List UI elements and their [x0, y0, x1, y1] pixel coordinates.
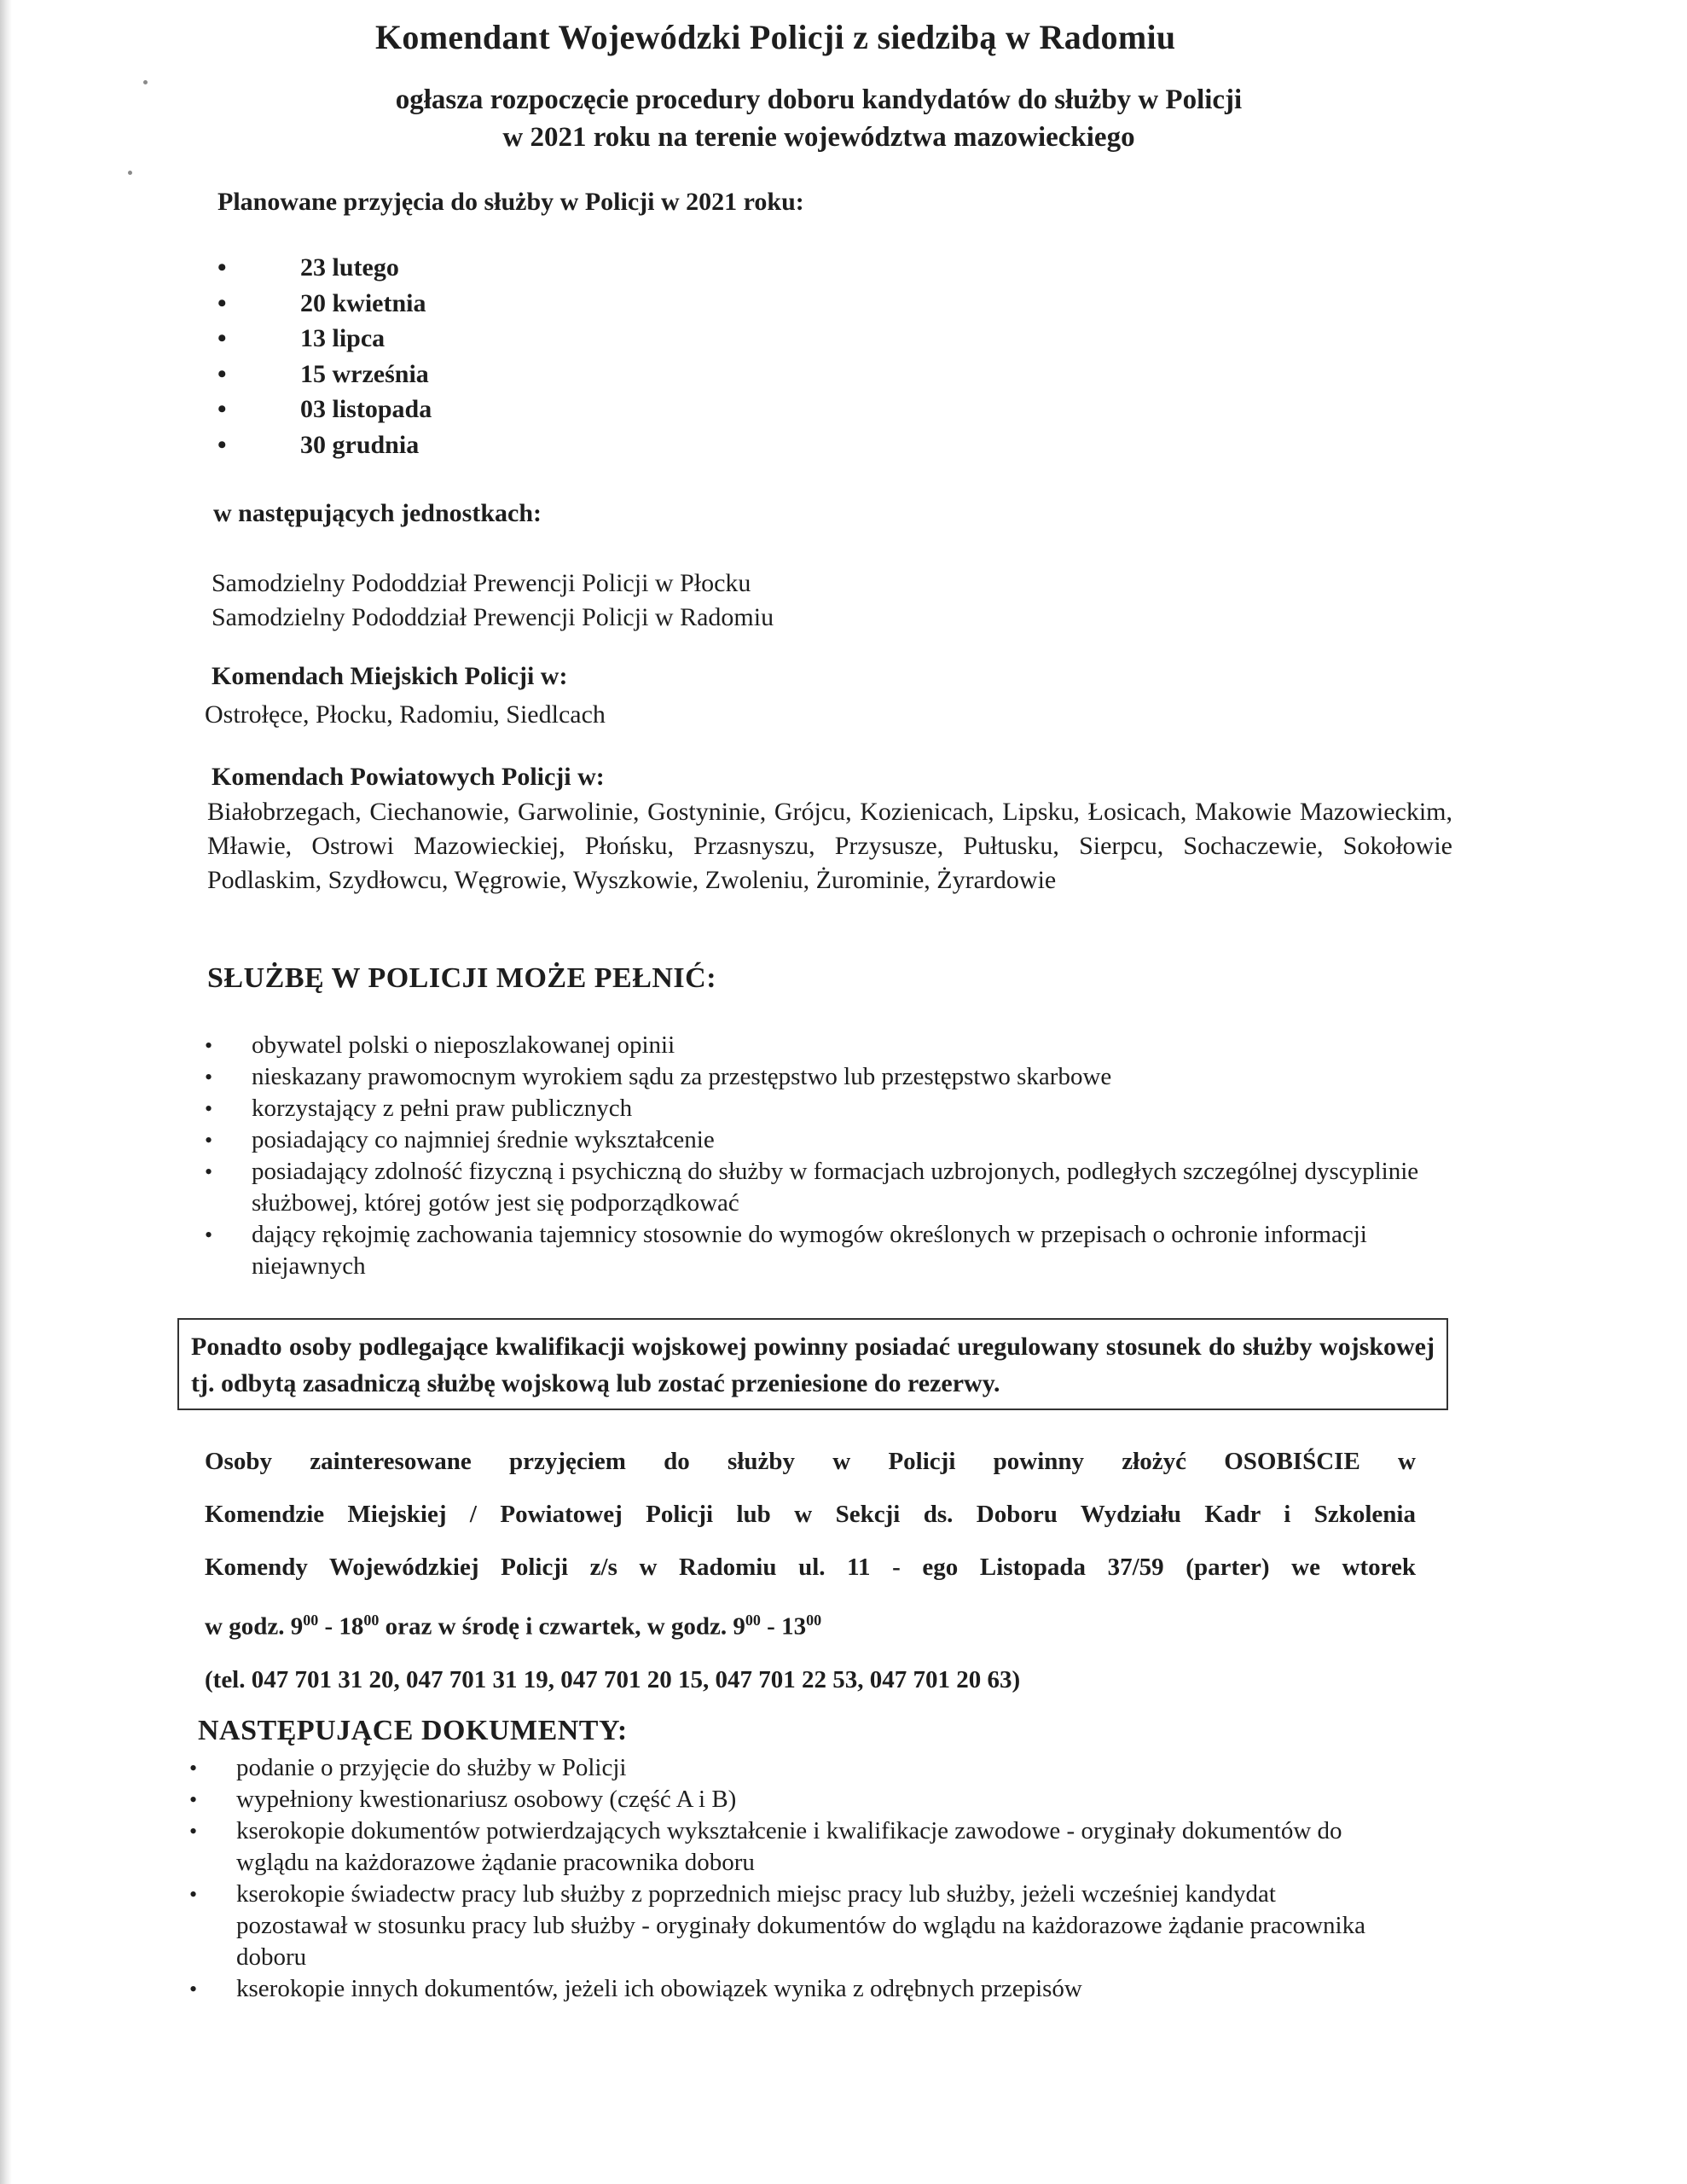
- document-item: • wypełniony kwestionariusz osobowy (część A i B): [189, 1784, 1383, 1815]
- requirement-item: • korzystający z pełni praw publicznych: [205, 1093, 1424, 1124]
- units-heading: w następujących jednostkach:: [213, 499, 542, 527]
- requirement-item: • nieskazany prawomocnym wyrokiem sądu za przestępstwo lub przestępstwo skarbowe: [205, 1061, 1424, 1093]
- dates-list: [217, 250, 432, 462]
- documents-list: [189, 1752, 1383, 2005]
- document-item: • kserokopie dokumentów potwierdzających wykształcenie i kwalifikacje zawodowe - oryginały dokumentów do wglądu na każdorazowe żądanie pracownika doboru: [189, 1815, 1383, 1879]
- date-item: • 23 lutego: [217, 250, 432, 286]
- military-note-box: Ponadto osoby podlegające kwalifikacji wojskowej powinny posiadać uregulowany stosunek do służby wojskowej tj. odbytą zasadniczą służbę wojskową lub zostać przeniesione do rezerwy.: [177, 1318, 1448, 1410]
- units-list: [212, 566, 774, 635]
- planned-heading: Planowane przyjęcia do służby w Policji w 2021 roku:: [217, 188, 804, 216]
- county-heading: Komendach Powiatowych Policji w:: [212, 763, 605, 791]
- contact-hours: [205, 1594, 1416, 1653]
- document-item: • kserokopie świadectw pracy lub służby z poprzednich miejsc pracy lub służby, jeżeli wcześniej kandydat pozostawał w stosunku pracy lub służby - oryginały dokumentów do wglądu na każdorazowe żądanie pracownika doboru: [189, 1879, 1383, 1973]
- unit-item: Samodzielny Pododdział Prewencji Policji w Radomiu: [212, 603, 774, 631]
- subtitle-line: ogłasza rozpoczęcie procedury doboru kandydatów do służby w Policji: [395, 84, 1243, 115]
- requirements-list: [205, 1030, 1424, 1282]
- city-heading: Komendach Miejskich Policji w:: [212, 662, 568, 690]
- scan-edge: [0, 0, 12, 2184]
- hours-sup: 00: [363, 1612, 380, 1629]
- documents-heading: NASTĘPUJĄCE DOKUMENTY:: [198, 1715, 628, 1746]
- city-list: Ostrołęce, Płocku, Radomiu, Siedlcach: [205, 700, 606, 729]
- requirement-item: • dający rękojmię zachowania tajemnicy stosownie do wymogów określonych w przepisach o ochronie informacji niejawnych: [205, 1219, 1424, 1282]
- requirements-heading: SŁUŻBĘ W POLICJI MOŻE PEŁNIĆ:: [207, 962, 717, 994]
- requirement-item: • posiadający co najmniej średnie wykształcenie: [205, 1124, 1424, 1156]
- hours-text: - 18: [318, 1612, 364, 1641]
- date-item: • 20 kwietnia: [217, 286, 432, 322]
- date-item: • 13 lipca: [217, 321, 432, 357]
- hours-sup: 00: [303, 1612, 319, 1629]
- hours-text: - 13: [760, 1612, 807, 1641]
- page-title: Komendant Wojewódzki Policji z siedzibą w Radomiu: [375, 18, 1176, 56]
- contact-line: Komendy Wojewódzkiej Policji z/s w Radomiu ul. 11 - ego Listopada 37/59 (parter) we wtorek: [205, 1554, 1416, 1581]
- page-subtitle: [324, 81, 1313, 156]
- hours-text: w godz. 9: [205, 1612, 304, 1641]
- county-list: Białobrzegach, Ciechanowie, Garwolinie, Gostyninie, Grójcu, Kozienicach, Lipsku, Łosicach, Makowie Mazowieckim, Mławie, Ostrowi Mazowieckiej, Płońsku, Przasnyszu, Przysusze, Pułtusku, Sierpcu, Sochaczewie, Sokołowie Podlaskim, Szydłowcu, Węgrowie, Wyszkowie, Zwoleniu, Żurominie, Żyrardowie: [207, 798, 1452, 894]
- requirement-item: • obywatel polski o nieposzlakowanej opinii: [205, 1030, 1424, 1061]
- scan-speck: [128, 171, 132, 175]
- date-item: • 30 grudnia: [217, 427, 432, 463]
- scan-speck: [143, 80, 148, 84]
- unit-item: Samodzielny Pododdział Prewencji Policji w Płocku: [212, 569, 751, 597]
- contact-line: Osoby zainteresowane przyjęciem do służby w Policji powinny złożyć OSOBIŚCIE w: [205, 1448, 1416, 1475]
- document-item: • kserokopie innych dokumentów, jeżeli ich obowiązek wynika z odrębnych przepisów: [189, 1973, 1383, 2005]
- hours-sup: 00: [745, 1612, 761, 1629]
- date-item: • 15 września: [217, 357, 432, 392]
- document-item: • podanie o przyjęcie do służby w Policji: [189, 1752, 1383, 1784]
- contact-paragraph: [205, 1435, 1416, 1706]
- contact-line: Komendzie Miejskiej / Powiatowej Policji lub w Sekcji ds. Doboru Wydziału Kadr i Szkolenia: [205, 1501, 1416, 1528]
- requirement-item: • posiadający zdolność fizyczną i psychiczną do służby w formacjach uzbrojonych, podległych szczególnej dyscyplinie służbowej, której gotów jest się podporządkować: [205, 1156, 1424, 1219]
- hours-sup: 00: [806, 1612, 822, 1629]
- contact-phones: (tel. 047 701 31 20, 047 701 31 19, 047 701 20 15, 047 701 22 53, 047 701 20 63): [205, 1665, 1021, 1693]
- subtitle-line: w 2021 roku na terenie województwa mazowieckiego: [502, 122, 1135, 153]
- hours-text: oraz w środę i czwartek, w godz. 9: [379, 1612, 745, 1641]
- date-item: • 03 listopada: [217, 392, 432, 427]
